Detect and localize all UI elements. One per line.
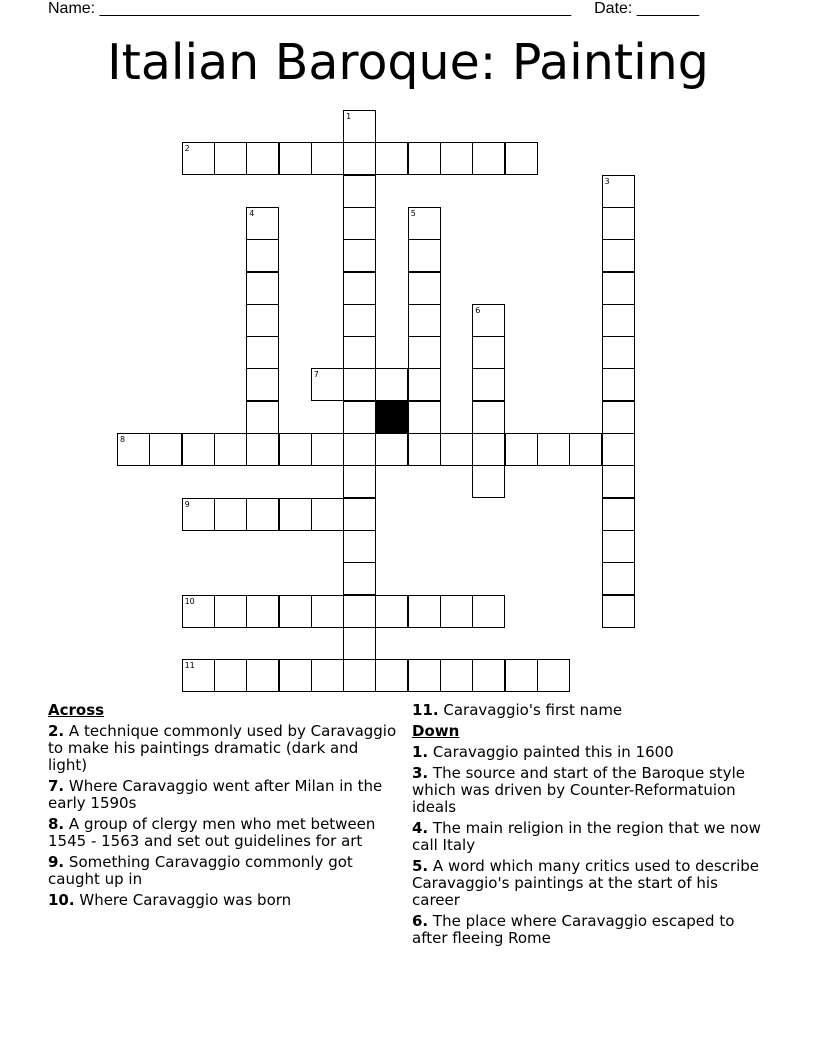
clue-number: 3.	[412, 764, 429, 782]
crossword-cell[interactable]	[472, 304, 505, 337]
crossword-cell[interactable]	[311, 368, 344, 401]
crossword-cell[interactable]	[246, 498, 279, 531]
clue-text: A group of clergy men who met between 1545 - 1563 and set out guidelines for art	[48, 815, 376, 850]
date-label: Date:	[594, 0, 633, 17]
across-clue-7	[48, 778, 398, 812]
crossword-cell[interactable]	[408, 368, 441, 401]
crossword-cell[interactable]	[117, 433, 150, 466]
crossword-cell[interactable]	[602, 401, 635, 434]
crossword-cell[interactable]	[246, 401, 279, 434]
across-clue-8	[48, 816, 398, 850]
crossword-cell[interactable]	[602, 595, 635, 628]
crossword-cell[interactable]	[602, 368, 635, 401]
crossword-cell[interactable]	[246, 368, 279, 401]
clue-number-label: 11	[184, 661, 195, 671]
clue-number: 2.	[48, 722, 65, 740]
crossword-cell[interactable]	[279, 595, 312, 628]
clue-number: 1.	[412, 743, 429, 761]
crossword-cell[interactable]	[408, 207, 441, 240]
clue-number: 8.	[48, 815, 65, 833]
crossword-cell[interactable]	[602, 304, 635, 337]
down-clue-3	[412, 765, 762, 816]
crossword-cell[interactable]	[182, 433, 215, 466]
crossword-cell[interactable]	[311, 142, 344, 175]
crossword-cell[interactable]	[279, 142, 312, 175]
clue-number-label: 6	[475, 305, 481, 315]
down-clue-5	[412, 858, 762, 909]
name-blank[interactable]: _____________________________________________________	[99, 0, 572, 17]
clues-column-left	[48, 702, 398, 913]
crossword-cell[interactable]	[408, 659, 441, 692]
crossword-cell[interactable]	[375, 433, 408, 466]
crossword-cell[interactable]	[440, 433, 473, 466]
crossword-cell[interactable]	[214, 659, 247, 692]
crossword-cell[interactable]	[246, 433, 279, 466]
crossword-cell[interactable]	[311, 433, 344, 466]
clue-text: Where Caravaggio went after Milan in the early 1590s	[48, 777, 383, 812]
clue-number: 9.	[48, 853, 65, 871]
name-label: Name:	[48, 0, 96, 17]
crossword-cell[interactable]	[602, 562, 635, 595]
across-clue-11	[412, 702, 762, 719]
crossword-cell[interactable]	[602, 336, 635, 369]
crossword-cell[interactable]	[375, 595, 408, 628]
crossword-cell[interactable]	[408, 401, 441, 434]
page-title: Italian Baroque: Painting	[107, 34, 709, 91]
clue-number-label: 4	[249, 208, 255, 218]
crossword-cell[interactable]	[214, 595, 247, 628]
clue-text: A technique commonly used by Caravaggio to make his paintings dramatic (dark and light)	[48, 722, 397, 774]
crossword-cell[interactable]	[472, 401, 505, 434]
crossword-cell[interactable]	[279, 498, 312, 531]
clue-number: 5.	[412, 857, 429, 875]
clue-number-label: 1	[346, 112, 352, 121]
crossword-cell[interactable]	[311, 595, 344, 628]
clue-number-label: 2	[184, 144, 190, 154]
clue-text: The source and start of the Baroque style which was driven by Counter-Reformatuion ideals	[412, 764, 745, 816]
crossword-cell[interactable]	[343, 562, 376, 595]
crossword-cell[interactable]	[343, 175, 376, 208]
crossword-cell[interactable]	[569, 433, 602, 466]
crossword-cell[interactable]	[440, 142, 473, 175]
crossword-cell[interactable]	[182, 659, 215, 692]
crossword-cell[interactable]	[182, 498, 215, 531]
crossword-cell[interactable]	[472, 659, 505, 692]
crossword-cell[interactable]	[246, 239, 279, 272]
clue-number: 11.	[412, 701, 439, 719]
crossword-block	[375, 401, 408, 434]
crossword-cell[interactable]	[602, 207, 635, 240]
crossword-cell[interactable]	[602, 498, 635, 531]
crossword-cell[interactable]	[343, 498, 376, 531]
crossword-cell[interactable]	[505, 433, 538, 466]
crossword-cell[interactable]	[343, 595, 376, 628]
crossword-cell[interactable]	[440, 659, 473, 692]
clues-column-right	[412, 702, 762, 951]
crossword-cell[interactable]	[246, 595, 279, 628]
clue-number-label: 3	[604, 176, 610, 186]
across-clue-9	[48, 854, 398, 888]
crossword-cell[interactable]	[343, 627, 376, 660]
crossword-cell[interactable]	[472, 465, 505, 498]
crossword-cell[interactable]	[182, 595, 215, 628]
crossword-cell[interactable]	[343, 401, 376, 434]
clue-text: Caravaggio's first name	[443, 701, 623, 719]
crossword-cell[interactable]	[214, 433, 247, 466]
header-line	[48, 0, 699, 18]
crossword-cell[interactable]	[246, 272, 279, 305]
crossword-cell[interactable]	[343, 272, 376, 305]
crossword-cell[interactable]	[246, 336, 279, 369]
crossword-cell[interactable]	[408, 239, 441, 272]
crossword-cell[interactable]	[343, 304, 376, 337]
crossword-cell[interactable]	[602, 433, 635, 466]
crossword-cell[interactable]	[602, 465, 635, 498]
crossword-cell[interactable]	[505, 142, 538, 175]
crossword-cell[interactable]	[343, 465, 376, 498]
crossword-cell[interactable]	[408, 272, 441, 305]
crossword-cell[interactable]	[472, 595, 505, 628]
crossword-cell[interactable]	[602, 530, 635, 563]
date-blank[interactable]: _______	[636, 0, 700, 17]
crossword-cell[interactable]	[214, 142, 247, 175]
crossword-cell[interactable]	[343, 433, 376, 466]
crossword-cell[interactable]	[408, 304, 441, 337]
clue-text: Where Caravaggio was born	[79, 891, 292, 909]
crossword-cell[interactable]	[343, 659, 376, 692]
clue-number: 4.	[412, 819, 429, 837]
crossword-cell[interactable]	[149, 433, 182, 466]
crossword-cell[interactable]	[472, 368, 505, 401]
clue-number-label: 7	[313, 370, 319, 380]
crossword-cell[interactable]	[343, 336, 376, 369]
crossword-cell[interactable]	[214, 498, 247, 531]
crossword-cell[interactable]	[537, 659, 570, 692]
crossword-cell[interactable]	[311, 498, 344, 531]
crossword-cell[interactable]	[537, 433, 570, 466]
clue-text: Caravaggio painted this in 1600	[432, 743, 674, 761]
crossword-cell[interactable]	[246, 142, 279, 175]
crossword-cell[interactable]	[375, 368, 408, 401]
crossword-cell[interactable]	[343, 207, 376, 240]
clue-number-label: 8	[120, 435, 126, 444]
across-heading: Across	[48, 701, 105, 719]
down-clue-6	[412, 913, 762, 947]
clue-text: A word which many critics used to describe Caravaggio's paintings at the start of his career	[412, 857, 760, 909]
crossword-cell[interactable]	[375, 142, 408, 175]
crossword-cell[interactable]	[505, 659, 538, 692]
crossword-cell[interactable]	[343, 530, 376, 563]
clue-number: 10.	[48, 891, 75, 909]
crossword-cell[interactable]	[343, 239, 376, 272]
crossword-cell[interactable]	[472, 433, 505, 466]
crossword-cell[interactable]	[408, 433, 441, 466]
clue-number-label: 9	[184, 499, 190, 509]
down-heading: Down	[412, 722, 460, 740]
crossword-cell[interactable]	[343, 368, 376, 401]
across-clue-10	[48, 892, 398, 909]
down-clue-1	[412, 744, 762, 761]
clue-number: 7.	[48, 777, 65, 795]
crossword-cell[interactable]	[375, 659, 408, 692]
across-clue-2	[48, 723, 398, 774]
crossword-cell[interactable]	[602, 239, 635, 272]
crossword-cell[interactable]	[246, 304, 279, 337]
crossword-cell[interactable]	[408, 595, 441, 628]
crossword-cell[interactable]	[279, 433, 312, 466]
crossword-cell[interactable]	[408, 336, 441, 369]
clue-number-label: 10	[184, 596, 195, 606]
crossword-cell[interactable]	[440, 595, 473, 628]
clue-text: Something Caravaggio commonly got caught up in	[48, 853, 353, 888]
crossword-cell[interactable]	[343, 110, 376, 143]
crossword-cell[interactable]	[246, 207, 279, 240]
crossword-cell[interactable]	[182, 142, 215, 175]
crossword-cell[interactable]	[472, 336, 505, 369]
crossword-cell[interactable]	[343, 142, 376, 175]
clue-text: The main religion in the region that we now call Italy	[412, 819, 761, 854]
crossword-cell[interactable]	[602, 175, 635, 208]
down-clue-4	[412, 820, 762, 854]
crossword-cell[interactable]	[472, 142, 505, 175]
crossword-cell[interactable]	[279, 659, 312, 692]
crossword-cell[interactable]	[602, 272, 635, 305]
crossword-cell[interactable]	[246, 659, 279, 692]
crossword-cell[interactable]	[408, 142, 441, 175]
clue-number: 6.	[412, 912, 429, 930]
clue-text: The place where Caravaggio escaped to after fleeing Rome	[412, 912, 735, 947]
clue-number-label: 5	[410, 208, 416, 218]
crossword-cell[interactable]	[311, 659, 344, 692]
